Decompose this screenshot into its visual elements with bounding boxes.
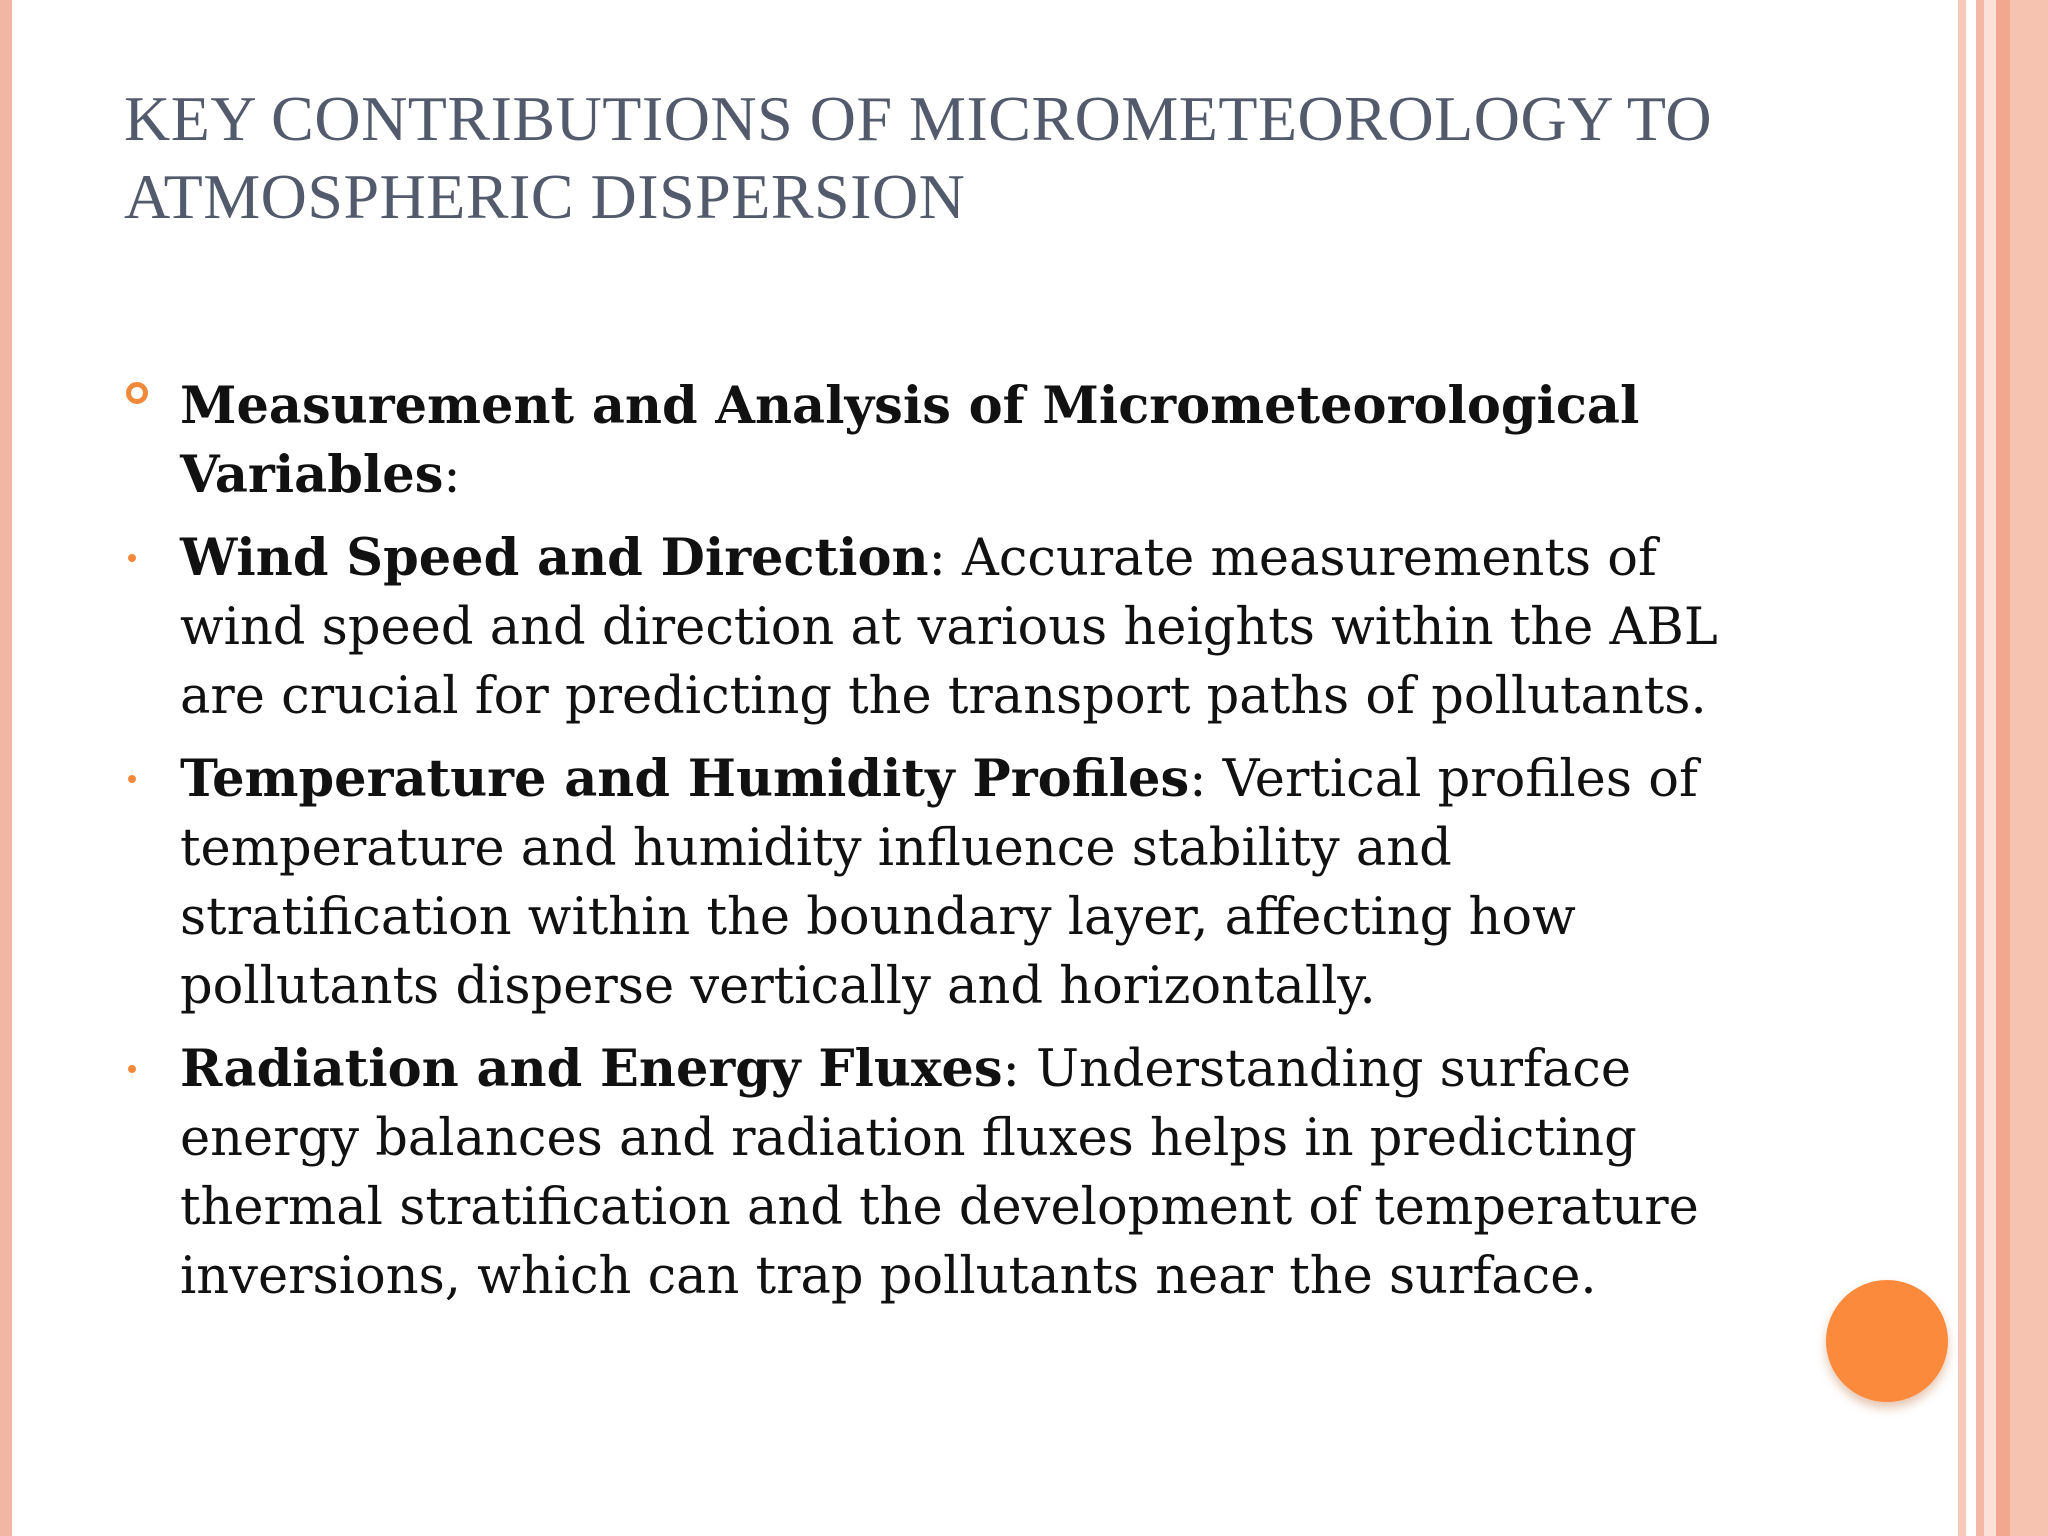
bullet-bold: Wind Speed and Direction — [180, 528, 929, 588]
slide-body — [124, 372, 1764, 1325]
right-decorative-stripe — [1958, 0, 1966, 1536]
slide-title: KEY CONTRIBUTIONS OF MICROMETEOROLOGY TO ATMOSPHERIC DISPERSION — [124, 83, 1713, 232]
right-decorative-stripe — [1996, 0, 2010, 1536]
bullet-item-temperature — [124, 745, 1764, 1021]
bullet-item-wind — [124, 524, 1764, 731]
heading-item — [124, 372, 1764, 510]
decorative-orange-circle — [1826, 1280, 1948, 1402]
bullet-rest: : Accurate measurements of wind speed and direction at various heights within the ABL are crucial for predicting the transport paths of pollutants. — [180, 529, 1718, 726]
dot-bullet-icon — [128, 1065, 136, 1073]
bullet-rest: : Understanding surface energy balances and radiation fluxes helps in predicting thermal stratification and the development of temperature inversions, which can trap pollutants near the surface. — [180, 1040, 1699, 1306]
bullet-bold: Temperature and Humidity Profiles — [180, 749, 1190, 809]
heading-rest: : — [443, 446, 461, 505]
dot-bullet-icon — [128, 775, 136, 783]
bullet-bold: Radiation and Energy Fluxes — [180, 1039, 1003, 1099]
right-decorative-stripe — [1966, 0, 1976, 1536]
bullet-item-radiation — [124, 1035, 1764, 1311]
bullet-rest: : Vertical profiles of temperature and humidity influence stability and stratification within the boundary layer, affecting how pollutants disperse vertically and horizontally. — [180, 750, 1698, 1016]
dot-bullet-icon — [128, 554, 136, 562]
right-decorative-stripe — [2010, 0, 2048, 1536]
right-decorative-stripe — [1984, 0, 1996, 1536]
right-decorative-stripe — [1976, 0, 1984, 1536]
ring-bullet-icon — [126, 382, 148, 404]
heading-bold: Measurement and Analysis of Micrometeorological Variables — [180, 376, 1640, 505]
left-edge-stripe — [0, 0, 12, 1536]
